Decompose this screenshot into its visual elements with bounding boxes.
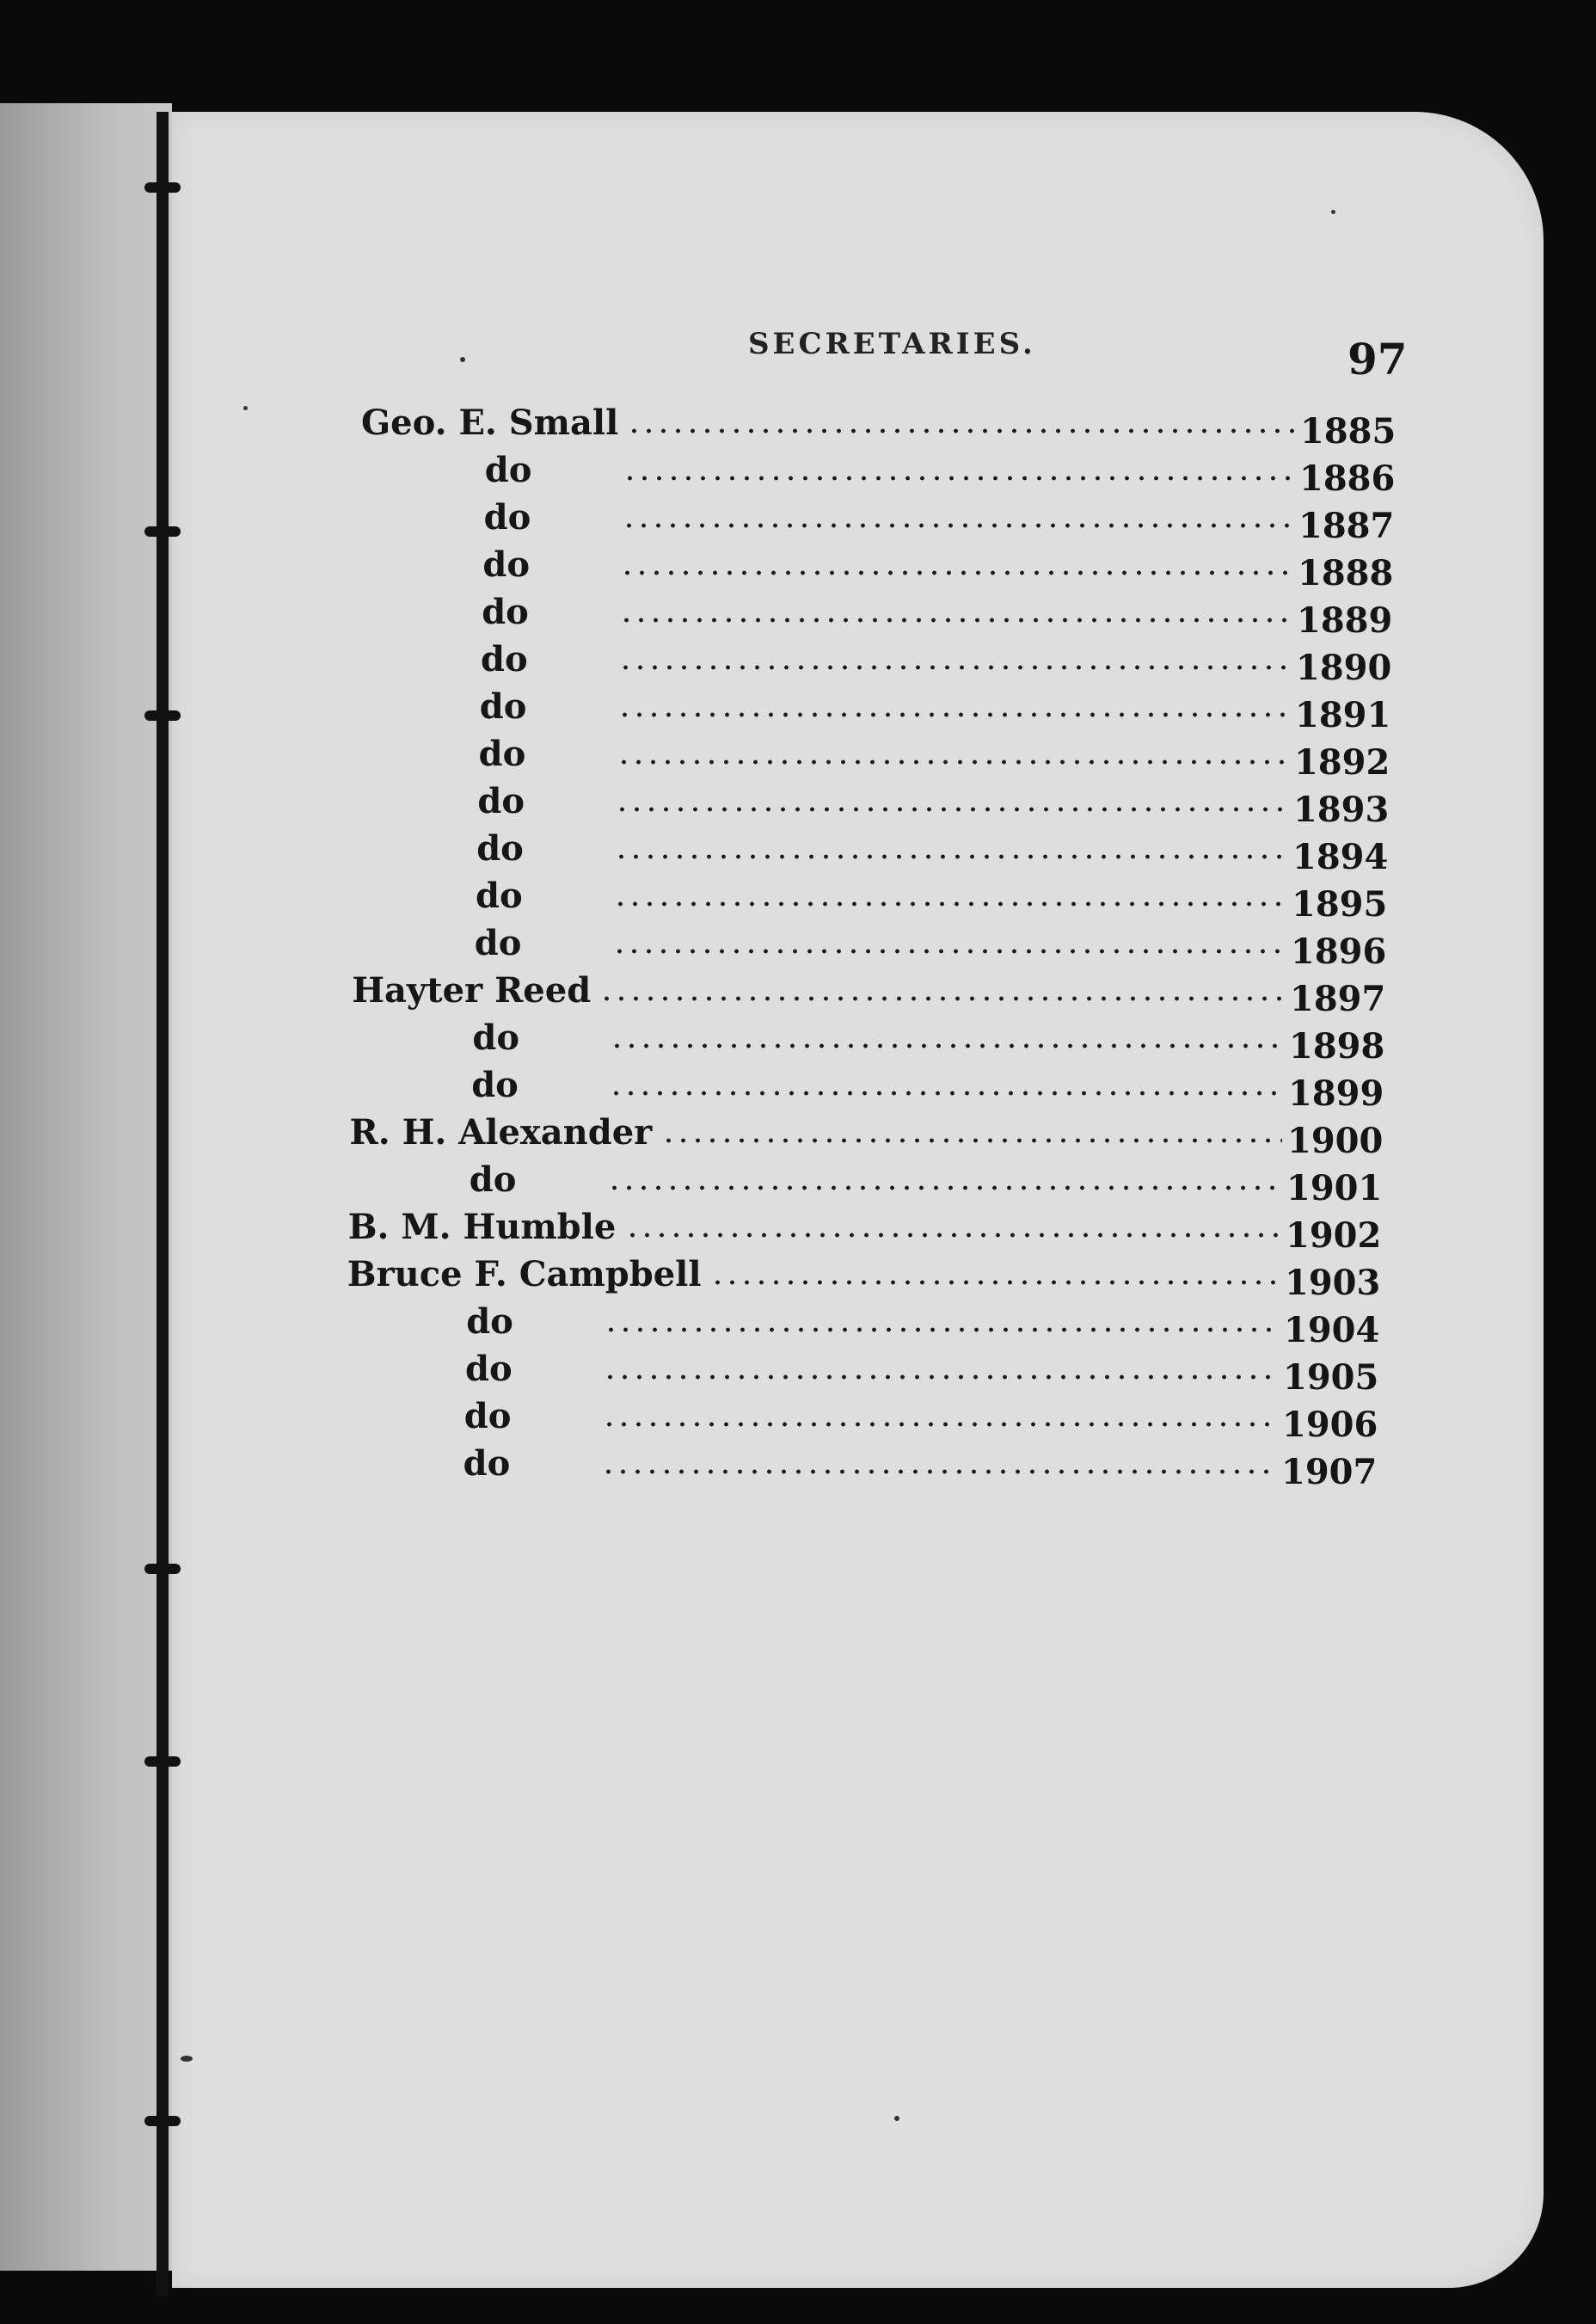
table-row [0,1254,1596,1301]
entry-year: 1895 [1292,884,1388,925]
leader-dots [610,1043,1284,1048]
table-row [0,450,1596,497]
entry-name: do [463,1443,511,1484]
leader-dots [609,1091,1283,1096]
table-row [0,1207,1596,1254]
entry-name: Geo. E. Small [361,403,619,443]
entry-year: 1897 [1290,979,1386,1019]
table-row [0,923,1596,970]
table-row [0,1301,1596,1349]
leader-dots [607,1185,1281,1190]
leader-dots [602,1422,1277,1427]
table-row [0,876,1596,923]
binding-stitch [144,1756,181,1767]
entry-name: do [478,734,526,774]
leader-dots [627,428,1295,433]
entry-year: 1886 [1299,458,1396,499]
leader-dots [625,1233,1280,1238]
entry-year: 1907 [1281,1452,1378,1492]
table-row [0,734,1596,781]
entry-year: 1902 [1286,1215,1382,1256]
leader-dots [617,712,1290,717]
table-row [0,970,1596,1018]
leader-dots [618,665,1291,670]
entry-name: R. H. Alexander [349,1112,653,1153]
leader-dots [661,1138,1283,1143]
entry-year: 1894 [1292,837,1389,877]
table-row [0,1443,1596,1491]
entry-year: 1898 [1289,1026,1385,1067]
binding-stitch [144,1564,181,1574]
entry-year: 1904 [1284,1310,1380,1350]
entry-name: do [476,828,524,869]
leader-dots [604,1327,1279,1332]
leader-dots [612,949,1286,954]
leader-dots [615,807,1288,812]
entry-year: 1893 [1293,790,1390,830]
entry-name: do [483,497,531,538]
entry-year: 1890 [1296,648,1392,688]
entry-year: 1885 [1300,411,1396,452]
entry-year: 1899 [1288,1073,1384,1114]
leader-dots [601,1469,1276,1474]
entry-year: 1889 [1297,600,1393,641]
entry-name: B. M. Humble [347,1207,617,1247]
entry-name: Hayter Reed [352,970,592,1011]
entry-name: do [466,1301,513,1342]
entry-name: do [465,1349,513,1389]
table-row [0,1018,1596,1065]
entry-name: do [469,1159,517,1200]
entry-year: 1891 [1295,695,1391,735]
entry-name: do [477,781,525,821]
entry-year: 1903 [1285,1263,1381,1303]
entry-year: 1905 [1283,1357,1379,1398]
entry-name: do [476,876,523,916]
leader-dots [613,901,1286,907]
leader-dots [614,854,1287,859]
page-title: SECRETARIES. [748,327,1036,361]
entry-name: do [472,1018,520,1058]
binding-stitch [144,2116,181,2126]
leader-dots [599,996,1285,1001]
entry-year: 1887 [1298,506,1395,546]
binding-stitch [144,182,181,193]
entry-name: do [471,1065,519,1105]
leader-dots [710,1280,1280,1285]
entry-year: 1888 [1298,553,1394,593]
entry-year: 1892 [1294,742,1390,783]
entry-name: do [463,1396,512,1436]
table-row [0,686,1596,734]
entry-name: do [474,923,522,963]
table-row [0,639,1596,686]
table-row [0,828,1596,876]
entry-name: do [479,686,527,727]
table-row [0,1349,1596,1396]
entry-name: do [482,544,531,585]
entry-name: Bruce F. Campbell [347,1254,702,1294]
table-row [0,1112,1596,1159]
table-row [0,1396,1596,1443]
page-number: 97 [1347,334,1408,384]
entry-name: do [482,592,529,632]
entry-year: 1900 [1287,1121,1384,1161]
leader-dots [620,570,1292,575]
entry-year: 1906 [1282,1405,1378,1445]
leader-dots [622,523,1293,528]
table-row [0,1159,1596,1207]
entry-name: do [481,639,528,679]
table-row [0,592,1596,639]
leader-dots [603,1374,1278,1380]
table-row [0,497,1596,544]
entry-year: 1901 [1286,1168,1383,1208]
leader-dots [623,476,1294,481]
entry-name: do [484,450,532,490]
table-row [0,1065,1596,1112]
leader-dots [617,759,1289,765]
table-row [0,403,1596,450]
table-row [0,544,1596,592]
leader-dots [619,618,1292,623]
entry-year: 1896 [1291,931,1387,972]
table-row [0,781,1596,828]
